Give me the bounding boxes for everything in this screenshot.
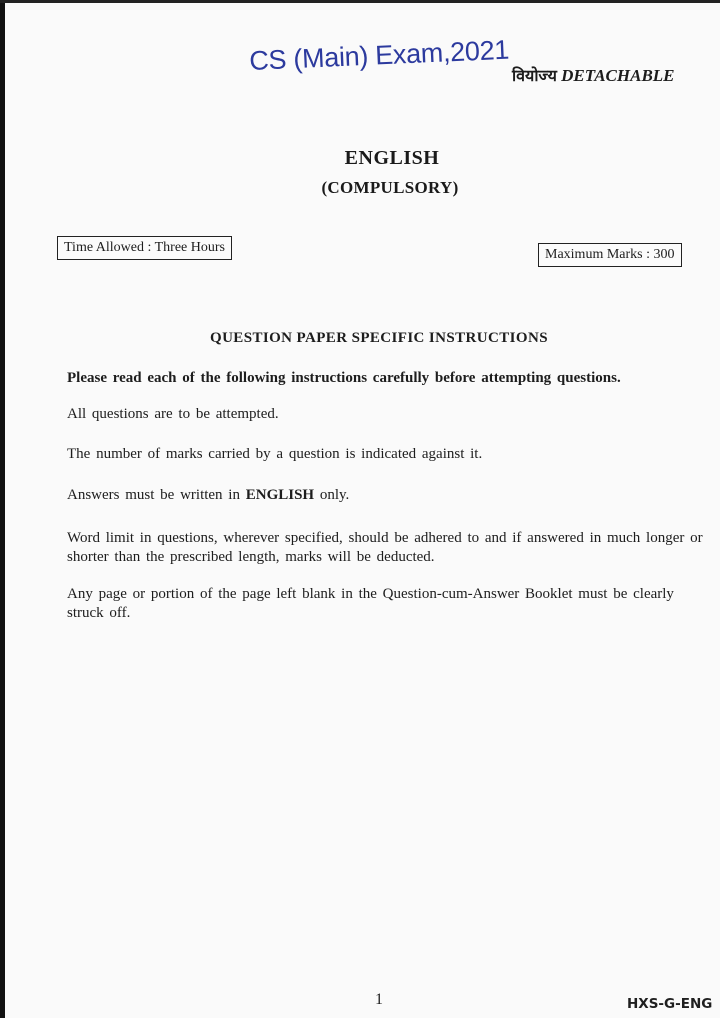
instructions-intro: Please read each of the following instructions carefully before attempting questions. — [67, 370, 621, 386]
time-allowed-box: Time Allowed : Three Hours — [57, 236, 232, 260]
page-number: 1 — [375, 991, 383, 1008]
instruction-item: Any page or portion of the page left blank in the Question-cum-Answer Booklet must be clearly struck off. — [67, 586, 674, 621]
scan-top-edge — [0, 0, 720, 3]
detachable-label — [512, 64, 675, 86]
instruction-item: All questions are to be attempted. — [67, 406, 279, 422]
subject-title: ENGLISH — [344, 147, 440, 169]
instruction-item: Word limit in questions, wherever specified, should be adhered to and if answered in much longer or shorter than the prescribed length, marks will be deducted. — [67, 530, 703, 565]
instruction-item — [67, 486, 707, 505]
scan-left-edge — [0, 0, 5, 1018]
paper-code: HXS-G-ENG — [627, 996, 713, 1012]
instruction-emphasis: ENGLISH — [245, 487, 315, 503]
detachable-hindi: वियोज्य — [512, 66, 557, 85]
subject-subtitle: (COMPULSORY) — [321, 178, 459, 197]
maximum-marks-box: Maximum Marks : 300 — [538, 243, 682, 267]
instruction-item: The number of marks carried by a question is indicated against it. — [67, 446, 483, 462]
instruction-text: Answers must be written in — [67, 487, 246, 503]
detachable-english: DETACHABLE — [561, 66, 675, 85]
instructions-heading: QUESTION PAPER SPECIFIC INSTRUCTIONS — [210, 330, 548, 346]
exam-stamp: CS (Main) Exam,2021 — [248, 34, 510, 77]
instruction-text: only. — [314, 487, 350, 503]
